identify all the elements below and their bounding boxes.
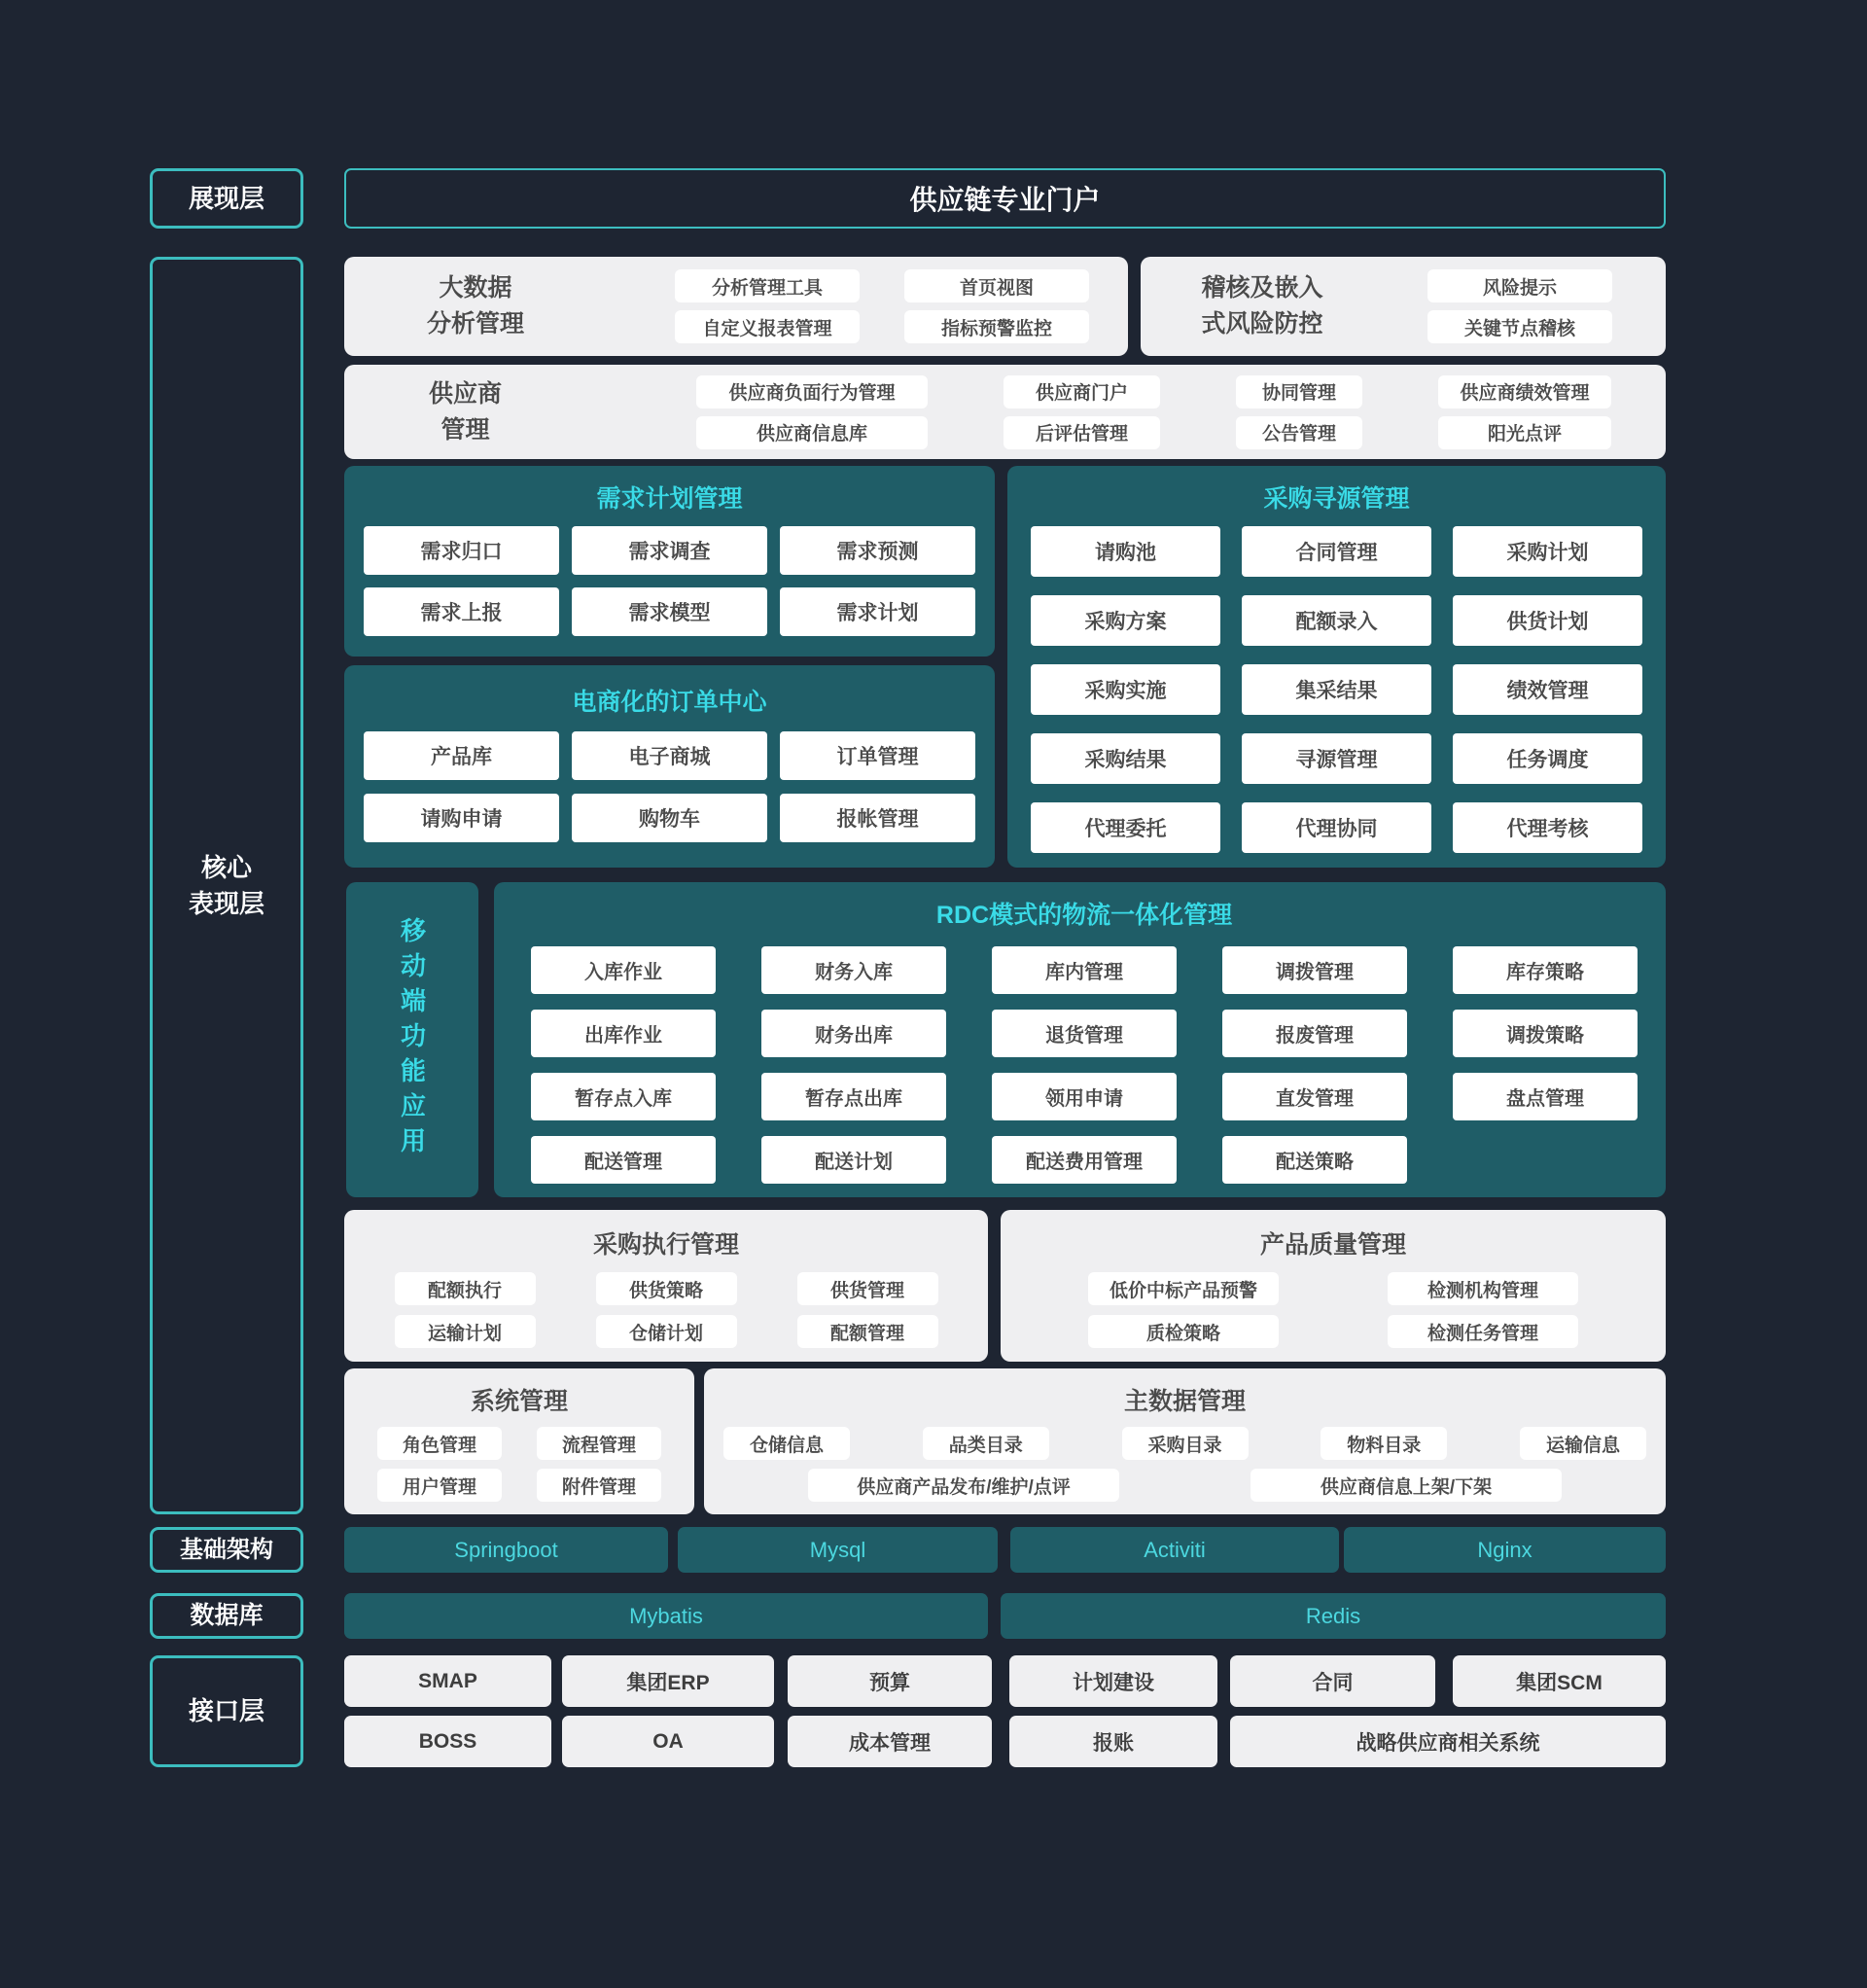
module-box: 盘点管理 [1453,1073,1638,1120]
module-row [704,1469,1666,1502]
interface-item-oa: OA [562,1716,774,1767]
module-box: 公告管理 [1236,416,1362,449]
module-box: 绩效管理 [1453,664,1642,715]
layer-label-presentation [150,168,303,229]
db-item-mybatis: Mybatis [344,1593,988,1639]
module-box: 分析管理工具 [675,269,860,302]
module-box: 供应商产品发布/维护/点评 [808,1469,1119,1502]
section-title-line: 管理 [440,415,490,444]
module-box: 报帐管理 [780,794,975,842]
supplier-management-section [344,365,1666,459]
module-box: 配送费用管理 [992,1136,1177,1184]
section-title [344,270,607,342]
module-grid [531,946,1638,1184]
module-box: 库存策略 [1453,946,1638,994]
module-box: 附件管理 [537,1469,661,1502]
module-box: 供货管理 [797,1272,938,1305]
interface-item-smap: SMAP [344,1655,551,1707]
module-box: 关键节点稽核 [1427,310,1612,343]
module-box: 风险提示 [1427,269,1612,302]
mobile-app-panel [346,882,478,1197]
module-box: 配送管理 [531,1136,716,1184]
module-box: 品类目录 [923,1427,1049,1460]
module-box: 配额管理 [797,1315,938,1348]
module-box: 采购实施 [1031,664,1220,715]
layer-label-database [150,1593,303,1639]
module-box: 代理考核 [1453,802,1642,853]
module-box: 入库作业 [531,946,716,994]
module-box: 集采结果 [1242,664,1431,715]
interface-item-reimbursement: 报账 [1009,1716,1217,1767]
module-box: 配送策略 [1222,1136,1407,1184]
module-box: 暂存点出库 [761,1073,946,1120]
module-box: 请购申请 [364,794,559,842]
module-box: 请购池 [1031,526,1220,577]
module-box: 需求模型 [572,587,767,636]
module-grid [1031,526,1642,853]
module-box: 暂存点入库 [531,1073,716,1120]
module-box: 供应商负面行为管理 [696,375,928,408]
interface-item-plan-construction: 计划建设 [1009,1655,1217,1707]
module-grid [364,526,975,636]
interface-item-budget: 预算 [788,1655,992,1707]
section-title: 系统管理 [470,1388,568,1415]
master-data-section [704,1368,1666,1514]
module-box: 配额录入 [1242,595,1431,646]
module-box: 财务出库 [761,1010,946,1057]
interface-item-contract: 合同 [1230,1655,1435,1707]
module-box: 需求预测 [780,526,975,575]
module-box: 仓储计划 [596,1315,737,1348]
interface-item-boss: BOSS [344,1716,551,1767]
layer-label-text-line: 表现层 [188,888,264,918]
layer-label-text: 展现层 [188,183,264,213]
module-grid [696,375,1611,449]
portal-title: 供应链专业门户 [909,185,1101,215]
module-box: 供应商门户 [1004,375,1160,408]
module-box: 低价中标产品预警 [1088,1272,1279,1305]
module-box: 领用申请 [992,1073,1177,1120]
module-box: 协同管理 [1236,375,1362,408]
module-box: 代理委托 [1031,802,1220,853]
module-box: 需求归口 [364,526,559,575]
panel-title-vertical: 移动端功能应用 [397,917,427,1162]
system-management-section [344,1368,694,1514]
module-box: 配额执行 [395,1272,536,1305]
module-box: 自定义报表管理 [675,310,860,343]
module-box: 后评估管理 [1004,416,1160,449]
module-box: 代理协同 [1242,802,1431,853]
module-box: 合同管理 [1242,526,1431,577]
module-grid [344,1427,694,1502]
layer-label-infrastructure [150,1527,303,1573]
module-box: 仓储信息 [723,1427,850,1460]
module-box: 用户管理 [377,1469,502,1502]
module-box: 电子商城 [572,731,767,780]
module-box: 配送计划 [761,1136,946,1184]
module-box: 需求调查 [572,526,767,575]
interface-item-strategic-supplier-systems: 战略供应商相关系统 [1230,1716,1666,1767]
layer-label-text: 基础架构 [180,1536,273,1563]
module-box: 流程管理 [537,1427,661,1460]
module-box: 库内管理 [992,946,1177,994]
section-title-line: 大数据 [439,274,512,302]
section-title [1141,270,1384,342]
module-box: 任务调度 [1453,733,1642,784]
layer-label-text: 接口层 [188,1696,264,1726]
product-quality-section [1001,1210,1666,1362]
module-box: 财务入库 [761,946,946,994]
module-box: 订单管理 [780,731,975,780]
panel-title: 电商化的订单中心 [572,689,767,716]
infra-item-nginx: Nginx [1344,1527,1666,1573]
layer-label-interface [150,1655,303,1767]
module-box: 需求上报 [364,587,559,636]
module-box: 调拨管理 [1222,946,1407,994]
module-box: 采购计划 [1453,526,1642,577]
section-title: 采购执行管理 [592,1231,739,1259]
interface-item-cost-management: 成本管理 [788,1716,992,1767]
module-box: 采购目录 [1122,1427,1249,1460]
section-title-line: 稽核及嵌入 [1201,274,1323,302]
rdc-logistics-panel [494,882,1666,1197]
module-box: 供应商信息上架/下架 [1251,1469,1562,1502]
module-box: 采购结果 [1031,733,1220,784]
module-box: 产品库 [364,731,559,780]
section-title: 主数据管理 [1123,1388,1246,1415]
section-title-line: 供应商 [428,379,502,408]
section-title-line: 分析管理 [426,310,524,337]
module-box: 供货策略 [596,1272,737,1305]
module-box: 出库作业 [531,1010,716,1057]
db-item-redis: Redis [1001,1593,1666,1639]
interface-item-group-scm: 集团SCM [1453,1655,1666,1707]
module-box: 供应商绩效管理 [1438,375,1611,408]
module-box: 角色管理 [377,1427,502,1460]
module-box: 调拨策略 [1453,1010,1638,1057]
big-data-analysis-section [344,257,1128,356]
module-box: 运输信息 [1520,1427,1646,1460]
layer-label-core [150,257,303,1514]
procurement-execution-section [344,1210,988,1362]
section-title: 产品质量管理 [1259,1231,1406,1259]
module-box: 检测任务管理 [1388,1315,1578,1348]
module-box: 质检策略 [1088,1315,1279,1348]
module-box: 指标预警监控 [904,310,1089,343]
module-box: 供货计划 [1453,595,1642,646]
module-grid [1001,1272,1666,1348]
demand-planning-panel [344,466,995,657]
audit-risk-section [1141,257,1666,356]
layer-label-text-line: 核心 [200,853,252,883]
section-title [344,376,575,448]
panel-title: 需求计划管理 [596,485,743,513]
module-box: 需求计划 [780,587,975,636]
order-center-panel [344,665,995,868]
module-grid [1427,269,1612,343]
module-box: 阳光点评 [1438,416,1611,449]
module-box: 首页视图 [904,269,1089,302]
portal-banner [344,168,1666,229]
interface-item-group-erp: 集团ERP [562,1655,774,1707]
module-box: 退货管理 [992,1010,1177,1057]
panel-title: RDC模式的物流一体化管理 [935,902,1233,929]
section-title-line: 式风险防控 [1201,310,1323,337]
module-grid [364,731,975,842]
module-box: 报废管理 [1222,1010,1407,1057]
procurement-sourcing-panel [1007,466,1666,868]
module-box: 运输计划 [395,1315,536,1348]
panel-title: 采购寻源管理 [1263,485,1410,513]
layer-label-text: 数据库 [190,1602,264,1629]
module-box: 物料目录 [1321,1427,1447,1460]
infra-item-mysql: Mysql [678,1527,998,1573]
module-box: 购物车 [572,794,767,842]
infra-item-activiti: Activiti [1010,1527,1339,1573]
module-row [704,1427,1666,1460]
module-grid [675,269,1089,343]
module-grid [344,1272,988,1348]
module-box: 检测机构管理 [1388,1272,1578,1305]
module-box: 寻源管理 [1242,733,1431,784]
infra-item-springboot: Springboot [344,1527,668,1573]
module-box: 采购方案 [1031,595,1220,646]
module-box: 直发管理 [1222,1073,1407,1120]
module-box: 供应商信息库 [696,416,928,449]
